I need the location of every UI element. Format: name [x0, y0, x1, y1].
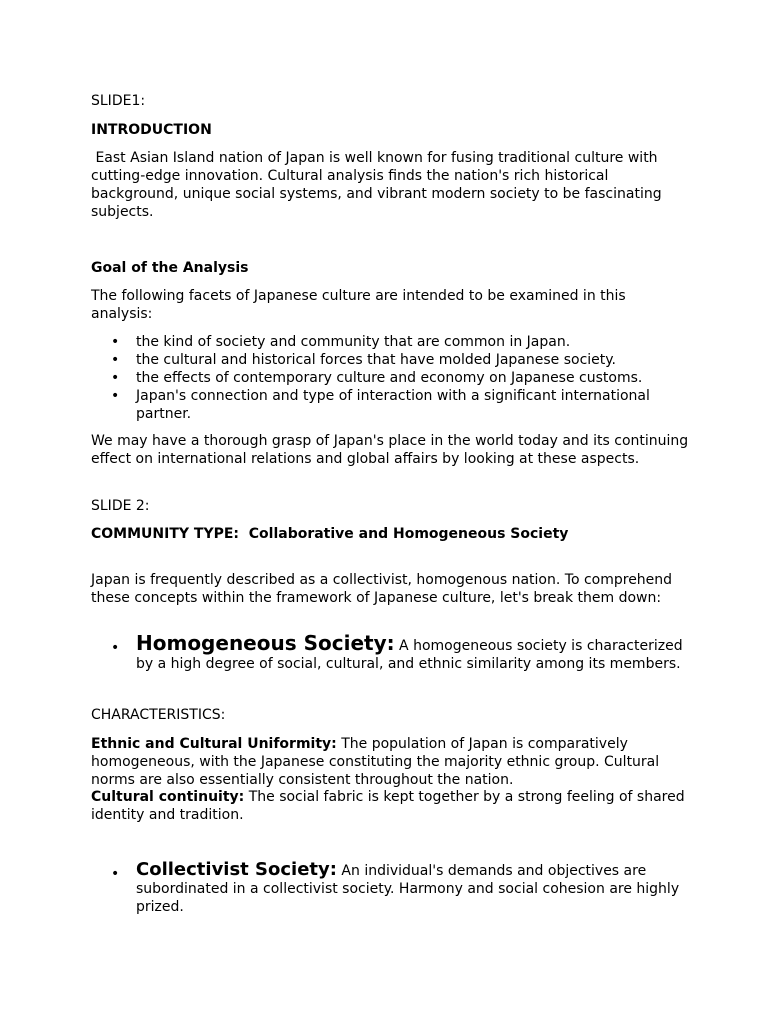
bullet-icon: • — [111, 370, 120, 386]
conclusion-paragraph: We may have a thorough grasp of Japan's place in the world today and its continuing effect on international relations and global affairs by looking at these aspects. — [91, 433, 689, 467]
bullet-icon: • — [111, 640, 120, 656]
characteristic-uniformity — [91, 735, 691, 789]
slide2-label: SLIDE 2: — [91, 498, 150, 514]
bullet-icon: • — [111, 388, 120, 404]
goal-list — [91, 333, 691, 423]
bullet-icon: • — [111, 866, 120, 882]
list-item — [91, 387, 691, 423]
characteristics-label: CHARACTERISTICS: — [91, 707, 226, 723]
community-type-heading: COMMUNITY TYPE: Collaborative and Homogeneous Society — [91, 526, 569, 542]
homogeneous-text: A homogeneous society is characterized by a high degree of social, cultural, and ethnic similarity among its members. — [136, 638, 683, 672]
homogeneous-paragraph — [91, 631, 691, 673]
intro-paragraph: East Asian Island nation of Japan is well known for fusing traditional culture with cutting-edge innovation. Cultural analysis finds the nation's rich historical background, unique social systems, and vibrant modern society to be fascinating subjects. — [91, 150, 667, 220]
characteristic-title: Cultural continuity: — [91, 789, 245, 805]
list-item-text: the effects of contemporary culture and economy on Japanese customs. — [136, 370, 643, 386]
list-item — [91, 369, 691, 387]
collectivist-bullet — [91, 861, 691, 916]
list-item-text: Japan's connection and type of interaction with a significant international partner. — [136, 388, 650, 422]
collectivist-paragraph — [91, 861, 691, 916]
intro-heading: INTRODUCTION — [91, 122, 212, 138]
slide2-intro-paragraph: Japan is frequently described as a collectivist, homogenous nation. To comprehend these concepts within the framework of Japanese culture, let's break them down: — [91, 572, 673, 606]
characteristic-text: The population of Japan is comparatively homogeneous, with the Japanese constituting the majority ethnic group. Cultural norms are also essentially consistent throughout the nation. — [91, 736, 660, 788]
list-item — [91, 351, 691, 369]
characteristic-title: Ethnic and Cultural Uniformity: — [91, 736, 337, 752]
homogeneous-title: Homogeneous Society: — [136, 631, 395, 655]
characteristic-continuity — [91, 788, 691, 824]
collectivist-title: Collectivist Society: — [136, 859, 337, 880]
homogeneous-bullet — [91, 631, 691, 673]
collectivist-text: An individual's demands and objectives are subordinated in a collectivist society. Harmony and social cohesion are highly prized. — [136, 863, 680, 915]
bullet-icon: • — [111, 352, 120, 368]
list-item-text: the cultural and historical forces that have molded Japanese society. — [136, 352, 616, 368]
list-item-text: the kind of society and community that are common in Japan. — [136, 334, 571, 350]
goal-paragraph: The following facets of Japanese culture are intended to be examined in this analysis: — [91, 288, 626, 322]
characteristic-text: The social fabric is kept together by a strong feeling of shared identity and tradition. — [91, 789, 685, 823]
list-item — [91, 333, 691, 351]
bullet-icon: • — [111, 334, 120, 350]
goal-heading: Goal of the Analysis — [91, 260, 249, 276]
slide1-label: SLIDE1: — [91, 93, 146, 109]
